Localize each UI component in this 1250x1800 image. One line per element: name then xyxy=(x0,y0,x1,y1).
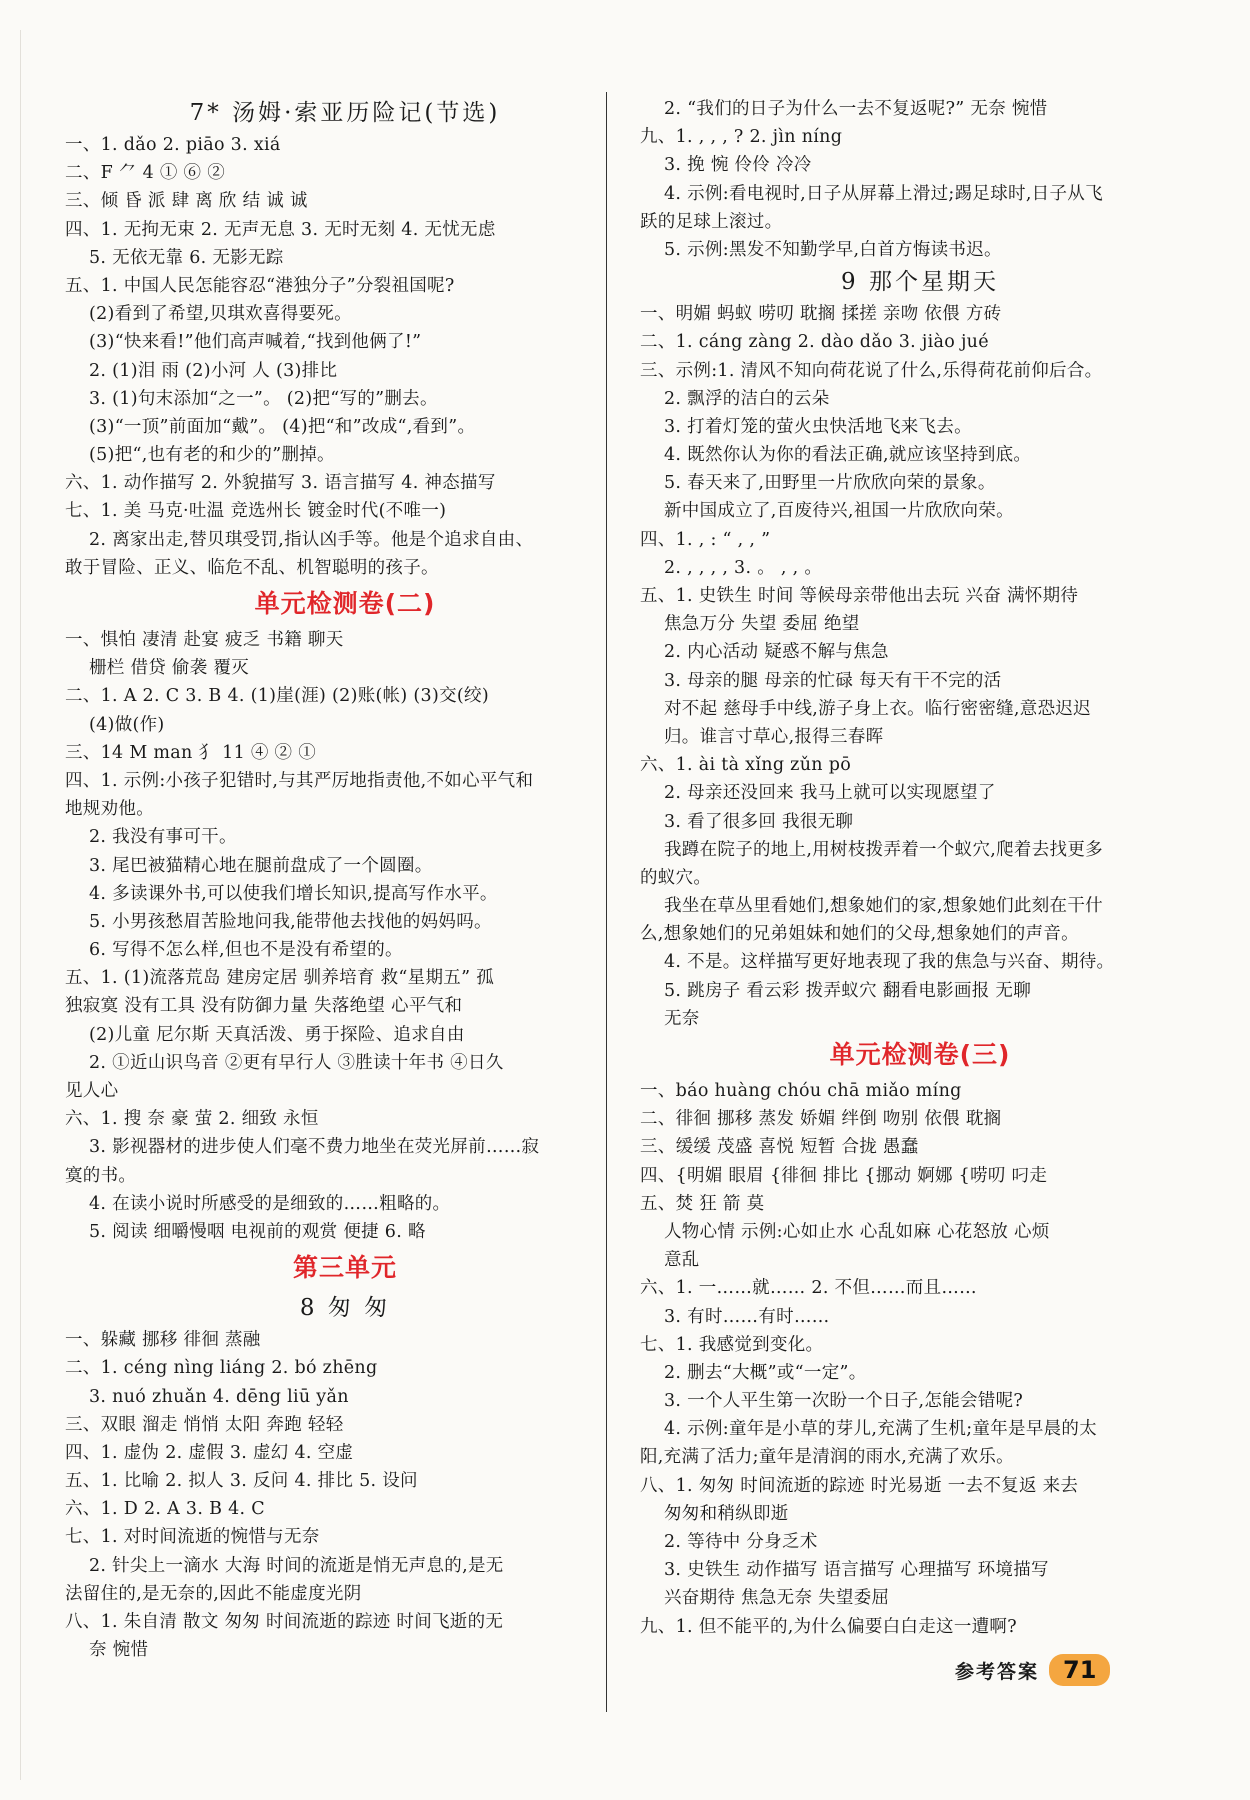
answer-line: 二、1. cáng zàng 2. dào dǎo 3. jiào jué xyxy=(640,332,989,353)
answer-line: 5. 示例:黑发不知勤学早,白首方悔读书迟。 xyxy=(664,239,1002,260)
answer-line: 跃的足球上滚过。 xyxy=(640,211,783,232)
page-number: 71 xyxy=(1049,1654,1110,1686)
answer-line: 三、14 M man 犭 11 ④ ② ① xyxy=(65,742,316,763)
answer-line: 一、báo huàng chóu chā miǎo míng xyxy=(640,1081,962,1101)
answer-line: 意乱 xyxy=(664,1250,700,1271)
answer-line: 六、1. ài tà xǐng zǔn pō xyxy=(640,755,852,776)
answer-line: 九、1. , , , ? 2. jìn níng xyxy=(640,127,843,148)
answer-line: 2. 母亲还没回来 我马上就可以实现愿望了 xyxy=(664,783,996,804)
answer-line: 5. 跳房子 看云彩 拨弄蚁穴 翻看电影画报 无聊 xyxy=(664,980,1032,1001)
answer-line: 四、1. 虚伪 2. 虚假 3. 虚幻 4. 空虚 xyxy=(65,1442,354,1463)
answer-line: 地规劝他。 xyxy=(65,799,154,820)
answer-line: 五、1. 中国人民怎能容忍“港独分子”分裂祖国呢? xyxy=(65,275,455,296)
answer-line: 3. nuó zhuǎn 4. dēng liū yǎn xyxy=(89,1386,349,1407)
left-column xyxy=(65,95,625,1664)
answer-line: 5. 阅读 细嚼慢咽 电视前的观赏 便捷 6. 略 xyxy=(89,1221,426,1242)
answer-line: 法留住的,是无奈的,因此不能虚度光阴 xyxy=(65,1583,362,1604)
answer-line: 6. 写得不怎么样,但也不是没有希望的。 xyxy=(89,940,403,961)
answer-line: 5. 春天来了,田野里一片欣欣向荣的景象。 xyxy=(664,473,996,494)
answer-line: 五、焚 狂 箭 莫 xyxy=(640,1193,765,1214)
answer-line: 五、1. (1)流落荒岛 建房定居 驯养培育 救“星期五” 孤 xyxy=(65,968,494,989)
answer-line: 2. 针尖上一滴水 大海 时间的流逝是悄无声息的,是无 xyxy=(89,1555,504,1576)
answer-line: 3. 打着灯笼的萤火虫快活地飞来飞去。 xyxy=(664,416,972,437)
answer-line: 一、1. dǎo 2. piāo 3. xiá xyxy=(65,135,281,155)
answer-line: 对不起 慈母手中线,游子身上衣。临行密密缝,意恐迟迟 xyxy=(664,698,1091,719)
answer-line: 敢于冒险、正义、临危不乱、机智聪明的孩子。 xyxy=(65,557,439,578)
answer-line: 四、1. 示例:小孩子犯错时,与其严厉地指责他,不如心平气和 xyxy=(65,770,534,791)
answer-line: 四、{明媚 眼眉 {徘徊 排比 {挪动 婀娜 {唠叨 叼走 xyxy=(640,1165,1048,1186)
answer-line: 3. 挽 惋 伶伶 冷冷 xyxy=(664,155,812,176)
answer-line: 2. 我没有事可干。 xyxy=(89,827,237,848)
answer-line: (2)儿童 尼尔斯 天真活泼、勇于探险、追求自由 xyxy=(89,1024,465,1045)
answer-line: 独寂寞 没有工具 没有防御力量 失落绝望 心平气和 xyxy=(65,996,463,1017)
answer-line: 3. 看了很多回 我很无聊 xyxy=(664,811,854,832)
answer-line: 4. 不是。这样描写更好地表现了我的焦急与兴奋、期待。 xyxy=(664,952,1115,973)
lesson-title: 8 匆 匆 xyxy=(299,1295,391,1322)
answer-line: 2. “我们的日子为什么一去不复返呢?” 无奈 惋惜 xyxy=(664,99,1048,119)
answer-line: 4. 多读课外书,可以使我们增长知识,提高写作水平。 xyxy=(89,883,498,904)
unit-heading: 单元检测卷(二) xyxy=(254,589,436,618)
answer-line: 3. (1)句末添加“之一”。 (2)把“写的”删去。 xyxy=(89,388,438,409)
answer-line: 3. 影视器材的进步使人们毫不费力地坐在荧光屏前……寂 xyxy=(89,1137,540,1158)
answer-line: 2. 等待中 分身乏术 xyxy=(664,1532,818,1552)
answer-line: 2. (1)泪 雨 (2)小河 人 (3)排比 xyxy=(89,360,338,381)
answer-line: 么,想象她们的兄弟姐妹和她们的父母,想象她们的声音。 xyxy=(640,924,1079,945)
answer-line: 2. 飘浮的洁白的云朵 xyxy=(664,388,830,409)
answer-line: 二、1. A 2. C 3. B 4. (1)崖(涯) (2)账(帐) (3)交(绞) xyxy=(65,686,489,707)
answer-line: 3. 有时……有时…… xyxy=(664,1306,830,1327)
answer-line: 八、1. 匆匆 时间流逝的踪迹 时光易逝 一去不复返 来去 xyxy=(640,1475,1079,1496)
page-footer xyxy=(955,1650,1110,1690)
answer-line: 三、倾 昏 派 肆 离 欣 结 诚 诚 xyxy=(65,191,308,212)
answer-line: 我蹲在院子的地上,用树枝拨弄着一个蚁穴,爬着去找更多 xyxy=(664,839,1103,860)
answer-line: 七、1. 美 马克·吐温 竞选州长 镀金时代(不唯一) xyxy=(65,501,447,522)
answer-line: 六、1. D 2. A 3. B 4. C xyxy=(65,1499,265,1520)
answer-line: 4. 既然你认为你的看法正确,就应该坚持到底。 xyxy=(664,445,1032,466)
answer-line: 二、徘徊 挪移 蒸发 娇媚 绊倒 吻别 依偎 耽搁 xyxy=(640,1109,1002,1130)
answer-line: 5. 小男孩愁眉苦脸地问我,能带他去找他的妈妈吗。 xyxy=(89,911,492,932)
answer-line: 4. 示例:看电视时,日子从屏幕上滑过;踢足球时,日子从飞 xyxy=(664,183,1103,204)
answer-line: 寞的书。 xyxy=(65,1165,137,1186)
right-column xyxy=(640,95,1200,1641)
answer-line: 2. , , , , 3. 。 , , 。 xyxy=(664,557,823,578)
answer-line: 五、1. 史铁生 时间 等候母亲带他出去玩 兴奋 满怀期待 xyxy=(640,586,1079,606)
unit-heading: 单元检测卷(三) xyxy=(829,1040,1011,1069)
answer-line: 五、1. 比喻 2. 拟人 3. 反问 4. 排比 5. 设问 xyxy=(65,1471,418,1492)
answer-line: 见人心 xyxy=(65,1081,119,1101)
answer-line: 2. 离家出走,替贝琪受罚,指认凶手等。他是个追求自由、 xyxy=(89,529,534,550)
answer-line: 的蚁穴。 xyxy=(640,867,712,888)
answer-line: 二、F ⺈ 4 ① ⑥ ② xyxy=(65,163,225,184)
answer-line: 4. 在读小说时所感受的是细致的……粗略的。 xyxy=(89,1193,451,1214)
lesson-title: 7* 汤姆·索亚历险记(节选) xyxy=(189,100,501,126)
answer-line: (2)看到了希望,贝琪欢喜得要死。 xyxy=(89,304,352,325)
answer-line: 三、双眼 溜走 悄悄 太阳 奔跑 轻轻 xyxy=(65,1414,344,1435)
answer-line: 四、1. 无拘无束 2. 无声无息 3. 无时无刻 4. 无忧无虑 xyxy=(65,219,496,240)
answer-line: 2. 内心活动 疑惑不解与焦急 xyxy=(664,642,889,663)
answer-line: 3. 一个人平生第一次盼一个日子,怎能会错呢? xyxy=(664,1391,1024,1412)
answer-line: 三、示例:1. 清风不知向荷花说了什么,乐得荷花前仰后合。 xyxy=(640,360,1103,381)
answer-line: (3)“一顶”前面加“戴”。 (4)把“和”改成“,看到”。 xyxy=(89,416,476,437)
page-edge-line xyxy=(20,30,21,1780)
answer-line: 兴奋期待 焦急无奈 失望委屈 xyxy=(664,1588,890,1609)
answer-line: 一、明媚 蚂蚁 唠叨 耽搁 揉搓 亲吻 依偎 方砖 xyxy=(640,304,1002,325)
answer-line: 我坐在草丛里看她们,想象她们的家,想象她们此刻在干什 xyxy=(664,896,1103,917)
answer-line: 归。谁言寸草心,报得三春晖 xyxy=(664,726,884,747)
answer-line: 七、1. 我感觉到变化。 xyxy=(640,1334,824,1355)
answer-line: 2. ①近山识鸟音 ②更有早行人 ③胜读十年书 ④日久 xyxy=(89,1052,504,1073)
answer-line: 四、1. , : “ , , ” xyxy=(640,529,771,550)
answer-line: 3. 母亲的腿 母亲的忙碌 每天有干不完的活 xyxy=(664,670,1002,691)
answer-line: 新中国成立了,百废待兴,祖国一片欣欣向荣。 xyxy=(664,501,1014,522)
answer-line: 无奈 xyxy=(664,1008,700,1029)
answer-line: 七、1. 对时间流逝的惋惜与无奈 xyxy=(65,1527,320,1548)
answer-line: 3. 尾巴被猫精心地在腿前盘成了一个圆圈。 xyxy=(89,855,433,876)
answer-line: 一、躲藏 挪移 徘徊 蒸融 xyxy=(65,1330,261,1351)
answer-line: 奈 惋惜 xyxy=(89,1640,149,1661)
answer-line: 栅栏 借贷 偷袭 覆灭 xyxy=(89,658,249,679)
answer-line: (3)“快来看!”他们高声喊着,“找到他俩了!” xyxy=(89,332,422,353)
footer-label: 参考答案 xyxy=(955,1660,1040,1683)
answer-line: 4. 示例:童年是小草的芽儿,充满了生机;童年是早晨的太 xyxy=(664,1419,1098,1440)
answer-line: 九、1. 但不能平的,为什么偏要白白走这一遭啊? xyxy=(640,1616,1017,1637)
answer-line: 三、缓缓 茂盛 喜悦 短暂 合拢 愚蠢 xyxy=(640,1137,919,1158)
answer-line: 匆匆和稍纵即逝 xyxy=(664,1503,789,1524)
answer-line: 一、惧怕 凄清 赴宴 疲乏 书籍 聊天 xyxy=(65,630,344,650)
answer-line: 5. 无依无靠 6. 无影无踪 xyxy=(89,247,284,268)
unit-heading: 第三单元 xyxy=(292,1253,397,1283)
answer-line: 六、1. 一……就…… 2. 不但……而且…… xyxy=(640,1278,977,1299)
column-divider xyxy=(606,92,607,1712)
answer-line: 二、1. céng nìng liáng 2. bó zhēng xyxy=(65,1358,378,1379)
answer-line: (5)把“,也有老的和少的”删掉。 xyxy=(89,445,335,466)
answer-line: 人物心情 示例:心如止水 心乱如麻 心花怒放 心烦 xyxy=(664,1221,1050,1242)
answer-line: 2. 删去“大概”或“一定”。 xyxy=(664,1362,867,1383)
answer-line: (4)做(作) xyxy=(89,714,165,735)
answer-line: 阳,充满了活力;童年是清润的雨水,充满了欢乐。 xyxy=(640,1447,1014,1468)
answer-line: 六、1. 动作描写 2. 外貌描写 3. 语言描写 4. 神态描写 xyxy=(65,473,496,494)
answer-line: 3. 史铁生 动作描写 语言描写 心理描写 环境描写 xyxy=(664,1560,1049,1581)
lesson-title: 9 那个星期天 xyxy=(841,269,999,296)
answer-line: 六、1. 搜 奈 豪 萤 2. 细致 永恒 xyxy=(65,1109,319,1130)
answer-line: 焦急万分 失望 委屈 绝望 xyxy=(664,614,860,635)
answer-line: 八、1. 朱自清 散文 匆匆 时间流逝的踪迹 时间飞逝的无 xyxy=(65,1612,504,1632)
